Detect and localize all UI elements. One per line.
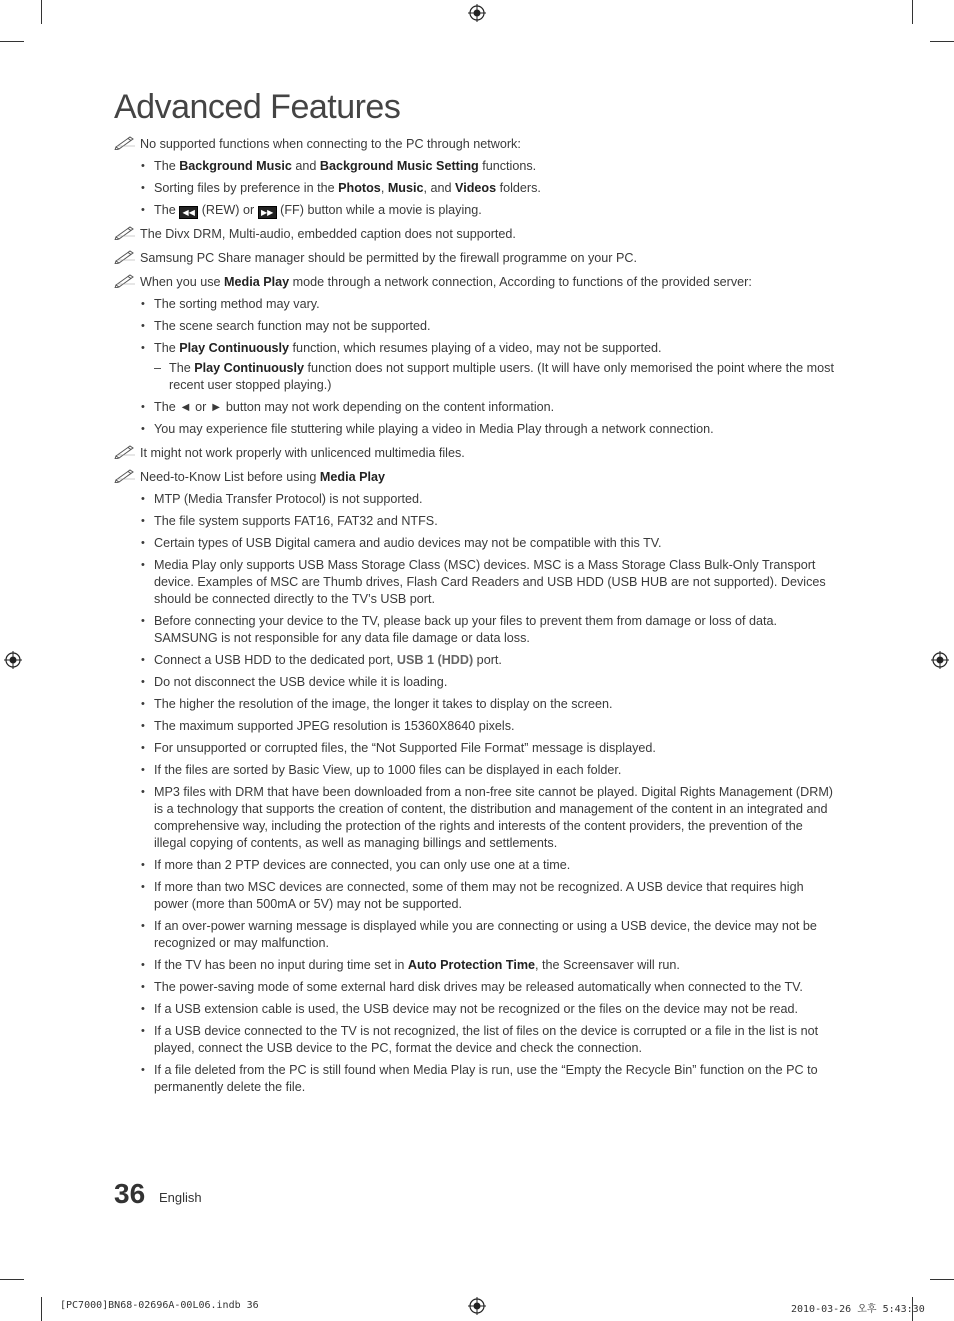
text-run: function, which resumes playing of a video, may not be supported. (289, 341, 662, 355)
list-item (114, 613, 838, 647)
bullet-marker: • (141, 859, 145, 871)
note (114, 469, 838, 486)
bold-term: Media Play (224, 275, 290, 289)
text-run: Need-to-Know List before using (140, 470, 320, 484)
text-run: The (154, 341, 180, 355)
note-pencil-icon (114, 248, 136, 264)
note (114, 250, 838, 267)
bullet-marker: • (141, 204, 145, 216)
bullet-marker: • (141, 654, 145, 666)
list-item (114, 158, 838, 175)
text-run: Connect a USB HDD to the dedicated port, (154, 653, 397, 667)
bullet-list (114, 158, 838, 219)
text-run: If a USB extension cable is used, the USB device may not be recognized or the files on the device may not be read. (154, 1002, 799, 1016)
list-item (114, 399, 838, 416)
list-item (114, 918, 838, 952)
print-footer-file: [PC7000]BN68-02696A-00L06.indb 36 (60, 1300, 259, 1311)
bold-term: Auto Protection Time (407, 958, 536, 972)
page-title: Advanced Features (114, 88, 401, 126)
text-run: The file system supports FAT16, FAT32 and NTFS. (154, 514, 438, 528)
text-run: The scene search function may not be supported. (154, 319, 431, 333)
text-run: For unsupported or corrupted files, the “Not Supported File Format” message is displayed. (154, 741, 656, 755)
text-run: The (154, 203, 180, 217)
bullet-marker: • (141, 720, 145, 732)
text-run: It might not work properly with unlicenced multimedia files. (140, 446, 465, 460)
bold-term: Media Play (319, 470, 386, 484)
bullet-marker: • (141, 1025, 145, 1037)
list-item (114, 979, 838, 996)
bold-term: Play Continuously (194, 361, 305, 375)
bullet-marker: • (141, 881, 145, 893)
list-item (114, 652, 838, 669)
port-name: USB 1 (HDD) (396, 653, 474, 667)
list-item (114, 957, 838, 974)
ff-icon: ▶▶ (258, 206, 277, 219)
note (114, 226, 838, 243)
text-run: Certain types of USB Digital camera and audio devices may not be compatible with this TV. (154, 536, 662, 550)
bullet-marker: • (141, 1003, 145, 1015)
list-item (114, 674, 838, 691)
bullet-list (114, 296, 838, 438)
text-run: function does not support multiple users. (It will have only memorised the point where the most recent user stopped playing.) (169, 361, 834, 392)
text-run: Before connecting your device to the TV, please back up your files to prevent them from damage or loss of data. SAMSUNG is not responsible for any data file damage or data loss. (154, 614, 778, 645)
bullet-marker: • (141, 615, 145, 627)
text-run: port. (473, 653, 502, 667)
list-item (114, 879, 838, 913)
list-item (114, 180, 838, 197)
text-run: , (380, 181, 388, 195)
bullet-marker: • (141, 559, 145, 571)
text-run: mode through a network connection, According to functions of the provided server: (289, 275, 752, 289)
text-run: If an over-power warning message is displayed while you are connecting or using a USB device, the device may not be recognized or may malfunction. (154, 919, 817, 950)
bullet-marker: • (141, 981, 145, 993)
crop-mark (912, 0, 913, 24)
crop-mark (41, 0, 42, 24)
bullet-marker: • (141, 182, 145, 194)
text-run: Samsung PC Share manager should be permitted by the firewall programme on your PC. (140, 251, 637, 265)
registration-mark-icon (4, 651, 22, 669)
bold-term: Play Continuously (179, 341, 290, 355)
text-run: The Divx DRM, Multi-audio, embedded caption does not supported. (140, 227, 516, 241)
note (114, 274, 838, 291)
text-run: The (154, 159, 180, 173)
text-run: If more than 2 PTP devices are connected, you can only use one at a time. (154, 858, 571, 872)
crop-mark (930, 41, 954, 42)
note-pencil-icon (114, 134, 136, 150)
bullet-marker: • (141, 1064, 145, 1076)
text-run: If the TV has been no input during time set in (154, 958, 408, 972)
list-item (114, 513, 838, 530)
bullet-marker: • (141, 493, 145, 505)
list-item (114, 340, 838, 357)
text-run: If a USB device connected to the TV is not recognized, the list of files on the device is corrupted or a file in the list is not played, connect the USB device to the PC, format the device and check the connection. (154, 1024, 819, 1055)
bullet-marker: • (141, 764, 145, 776)
bold-term: Music (387, 181, 424, 195)
text-run: , and (423, 181, 456, 195)
text-run: The (169, 361, 195, 375)
bullet-marker: • (141, 160, 145, 172)
bold-term: Photos (338, 181, 381, 195)
registration-mark-icon (468, 1297, 486, 1315)
crop-mark (0, 1279, 24, 1280)
note-pencil-icon (114, 224, 136, 240)
text-run: functions. (478, 159, 537, 173)
list-item (114, 421, 838, 438)
list-item (114, 1023, 838, 1057)
text-run: You may experience file stuttering while playing a video in Media Play through a network connection. (154, 422, 714, 436)
text-run: The power-saving mode of some external hard disk drives may be released automatically when connected to the TV. (154, 980, 803, 994)
list-item (114, 296, 838, 313)
bullet-marker: • (141, 401, 145, 413)
note-pencil-icon (114, 467, 136, 483)
note (114, 136, 838, 153)
page-language: English (159, 1190, 202, 1205)
text-run: When you use (140, 275, 225, 289)
bullet-marker: • (141, 698, 145, 710)
bullet-marker: • (141, 515, 145, 527)
list-item (114, 535, 838, 552)
text-run: Sorting files by preference in the (154, 181, 339, 195)
bullet-marker: • (141, 342, 145, 354)
dash-marker: – (154, 361, 162, 375)
list-item (114, 1001, 838, 1018)
crop-mark (930, 1279, 954, 1280)
crop-mark (41, 1297, 42, 1321)
note-pencil-icon (114, 272, 136, 288)
text-run: (REW) or (198, 203, 258, 217)
text-run: The sorting method may vary. (154, 297, 320, 311)
text-run: Media Play only supports USB Mass Storage Class (MSC) devices. MSC is a Mass Storage Class Bulk-Only Transport device. Examples of MSC are Thumb drives, Flash Card Readers and USB HDD (USB HUB are not supported). Devices should be connected directly to the TV’s USB port. (154, 558, 826, 606)
page-number: 36 (114, 1178, 146, 1209)
text-run: The higher the resolution of the image, the longer it takes to display on the screen. (154, 697, 613, 711)
list-item (114, 718, 838, 735)
list-item (114, 1062, 838, 1096)
list-item (114, 857, 838, 874)
bold-term: Videos (455, 181, 497, 195)
bullet-marker: • (141, 920, 145, 932)
list-item (114, 557, 838, 608)
list-item (114, 491, 838, 508)
text-run: folders. (496, 181, 541, 195)
text-run: MTP (Media Transfer Protocol) is not supported. (154, 492, 423, 506)
text-run: (FF) button while a movie is playing. (276, 203, 482, 217)
text-run: No supported functions when connecting to the PC through network: (140, 137, 521, 151)
bullet-marker: • (141, 537, 145, 549)
text-run: MP3 files with DRM that have been downloaded from a non-free site cannot be played. Digital Rights Management (DRM) is a technology that supports the creation of content, the distribution and management of the content in an integrated and comprehensive way, including the protection of the rights and interests of the content providers, the prevention of the illegal copying of contents, as well as managing billings and settlements. (154, 785, 833, 850)
bullet-marker: • (141, 742, 145, 754)
rew-icon: ◀◀ (179, 206, 198, 219)
list-item (114, 784, 838, 852)
text-run: If more than two MSC devices are connected, some of them may not be recognized. A USB device that requires high power (more than 500mA or 5V) may not be supported. (154, 880, 804, 911)
text-run: Do not disconnect the USB device while it is loading. (154, 675, 448, 689)
crop-mark (0, 41, 24, 42)
text-run: , the Screensaver will run. (535, 958, 680, 972)
text-run: If the files are sorted by Basic View, up to 1000 files can be displayed in each folder. (154, 763, 622, 777)
bullet-marker: • (141, 320, 145, 332)
note (114, 445, 838, 462)
sub-list-item (114, 360, 838, 394)
bullet-marker: • (141, 298, 145, 310)
bullet-marker: • (141, 786, 145, 798)
bullet-marker: • (141, 676, 145, 688)
list-item (114, 740, 838, 757)
bold-term: Background Music Setting (319, 159, 479, 173)
text-run: and (291, 159, 320, 173)
bullet-marker: • (141, 959, 145, 971)
bullet-list (114, 491, 838, 1096)
list-item (114, 318, 838, 335)
list-item (114, 202, 838, 219)
bold-term: Background Music (179, 159, 292, 173)
registration-mark-icon (468, 4, 486, 22)
note-pencil-icon (114, 443, 136, 459)
bullet-marker: • (141, 423, 145, 435)
text-run: If a file deleted from the PC is still found when Media Play is run, use the “Empty the Recycle Bin” function on the PC to permanently delete the file. (154, 1063, 818, 1094)
list-item (114, 696, 838, 713)
registration-mark-icon (931, 651, 949, 669)
list-item (114, 762, 838, 779)
text-run: The maximum supported JPEG resolution is 15360X8640 pixels. (154, 719, 515, 733)
text-run: The ◄ or ► button may not work depending on the content information. (154, 400, 555, 414)
print-footer-timestamp: 2010-03-26 오후 5:43:30 (791, 1304, 925, 1315)
page-content (114, 136, 838, 1103)
